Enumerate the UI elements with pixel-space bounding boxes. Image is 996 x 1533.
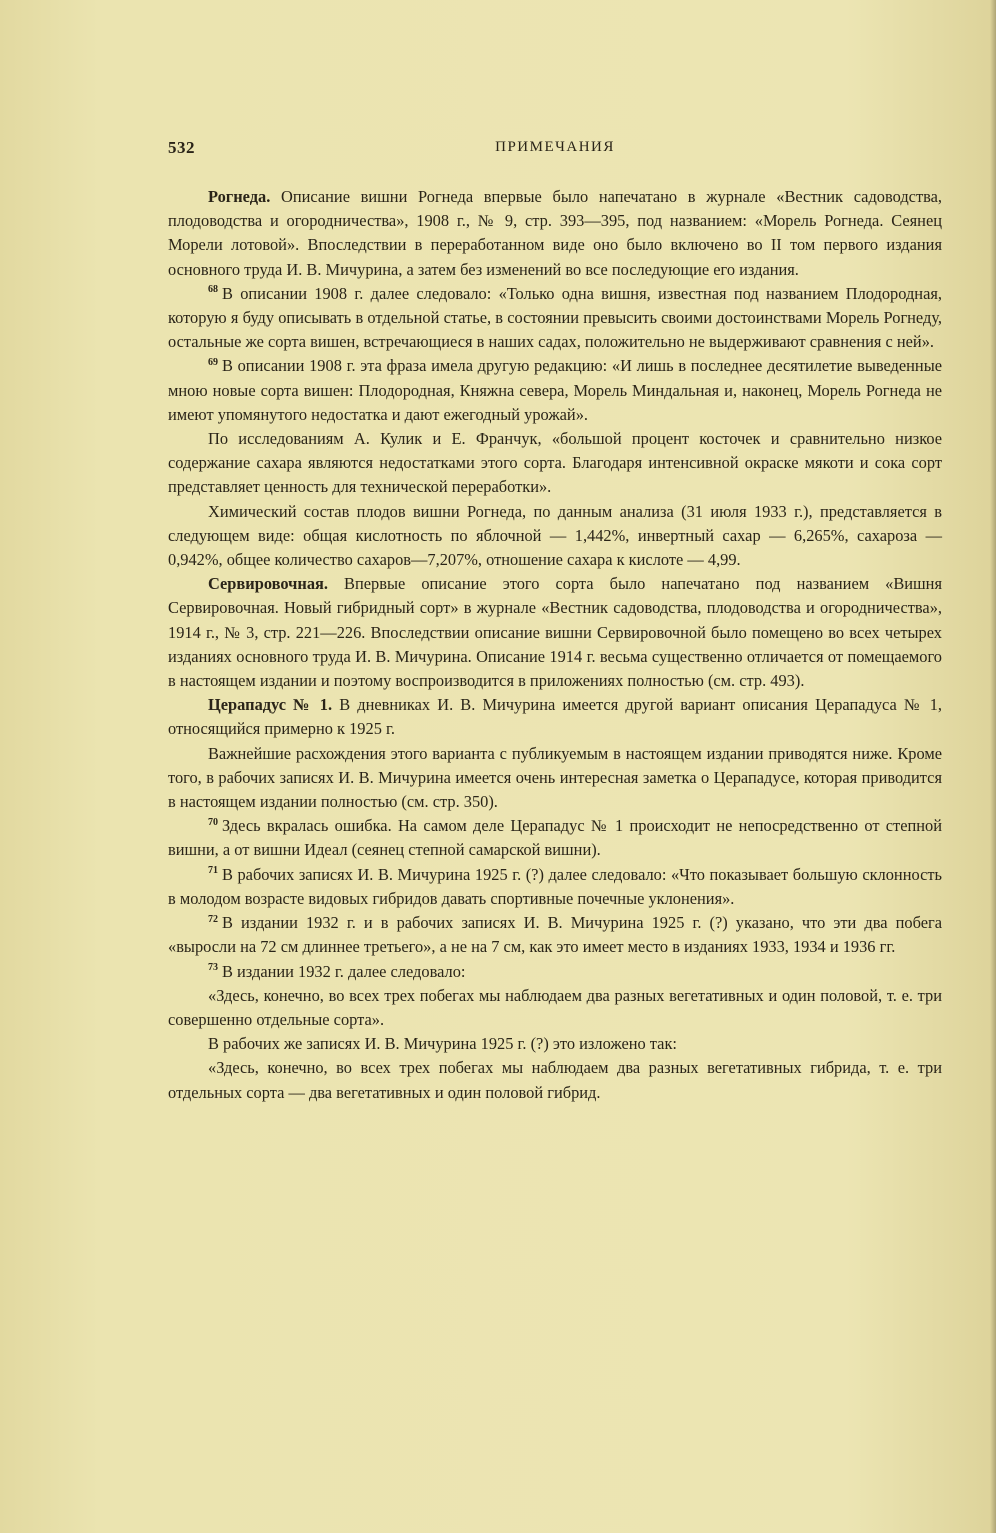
paragraph-text: Описание вишни Рогнеда впервые было напечатано в журнале «Вестник садоводства, плодоводства и огородничества», 1908 г., № 9, стр. 393—395, под названием: «Морель Рогнеда. Сеянец Морели лотовой». Впоследствии в переработанном виде оно было включено во II том первого издания основного труда И. В. Мичурина, а затем без изменений во все последующие его издания. [168,187,942,279]
paragraph-text: По исследованиям А. Кулик и Е. Франчук, «большой процент косточек и сравнительно низкое содержание сахара являются недостатками этого сорта. Благодаря интенсивной окраске мякоти и сока сорт представляет ценность для технической переработки». [168,429,942,497]
paragraph-text: Важнейшие расхождения этого варианта с публикуемым в настоящем издании приводятся ниже. Кроме того, в рабочих записях И. В. Мичурина имеется очень интересная заметка о Церападусе, которая приводится в настоящем издании полностью (см. стр. 350). [168,743,942,812]
paragraph [168,742,942,815]
footnote-marker: 72 [208,913,218,925]
paragraph-text: Здесь вкралась ошибка. На самом деле Церападус № 1 происходит не непосредственно от степной вишни, а от вишни Идеал (сеянец степной самарской вишни). [168,816,942,860]
footnote-marker: 69 [208,356,218,368]
footnote [168,814,942,862]
paragraph-text: В описании 1908 г. далее следовало: «Только одна вишня, известная под названием Плодородная, которую я буду описывать в отдельной статье, в состоянии превысить своими достоинствами Морель Рогнеду, остальные же сорта вишен, встречающиеся в наших садах, положительно не выдерживают сравнения с ней». [168,283,942,352]
paragraph-text: «Здесь, конечно, во всех трех побегах мы наблюдаем два разных вегетативных гибрида, т. е. три отдельных сорта — два вегетативных и один половой гибрид. [168,1058,942,1102]
paragraph-text: В издании 1932 г. и в рабочих записях И. В. Мичурина 1925 г. (?) указано, что эти два побега «выросли на 72 см длиннее третьего», а не на 7 см, как это имеет место в изданиях 1933, 1934 и 1936 гг. [168,913,942,957]
footnote [168,911,942,959]
footnote [168,960,942,984]
paragraph-text: «Здесь, конечно, во всех трех побегах мы наблюдаем два разных вегетативных и один половой, т. е. три совершенно отдельные сорта». [168,985,942,1029]
paragraph-text: В рабочих же записях И. В. Мичурина 1925 г. (?) это изложено так: [208,1034,677,1054]
footnote-marker: 73 [208,962,218,974]
entry-heading: Церападус № 1. [208,695,333,715]
paragraph [168,500,942,573]
entry-heading: Рогнеда. [208,187,271,206]
paragraph [168,1032,942,1056]
page-body [168,185,942,1105]
footnote [168,863,942,911]
footnote [168,354,942,427]
quotation [168,984,942,1032]
paragraph-text: В описании 1908 г. эта фраза имела другую редакцию: «И лишь в последнее десятилетие выведенные мною новые сорта вишен: Плодородная, Княжна севера, Морель Миндальная и, наконец, Морель Рогнеда не имеют упомянутого недостатка и дают ежегодный урожай». [168,356,942,424]
footnote [168,282,942,355]
page-number: 532 [168,138,195,157]
paragraph [168,185,942,282]
footnote-marker: 70 [208,816,218,828]
paragraph [168,693,942,741]
footnote-marker: 68 [208,284,218,296]
paragraph [168,572,942,693]
paragraph-text: Впервые описание этого сорта было напечатано под названием «Вишня Сервировочная. Новый гибридный сорт» в журнале «Вестник садоводства, плодоводства и огородничества», 1914 г., № 3, стр. 221—226. Впоследствии описание вишни Сервировочной было помещено во всех четырех изданиях основного труда И. В. Мичурина. Описание 1914 г. весьма существенно отличается от помещаемого в настоящем издании и поэтому воспроизводится в приложениях полностью (см. стр. 493). [168,574,942,691]
paragraph-text: В издании 1932 г. далее следовало: [222,961,466,981]
paragraph [168,427,942,500]
quotation [168,1056,942,1104]
footnote-marker: 71 [208,865,218,877]
entry-heading: Сервировочная. [208,574,328,594]
running-title: ПРИМЕЧАНИЯ [495,139,615,155]
page-header [168,138,942,168]
paragraph-text: Химический состав плодов вишни Рогнеда, по данным анализа (31 июля 1933 г.), представляется в следующем виде: общая кислотность по яблочной — 1,442%, инвертный сахар — 6,265%, сахароза — 0,942%, общее количество сахаров—7,207%, отношение сахара к кислоте — 4,99. [168,501,942,570]
paragraph-text: В дневниках И. В. Мичурина имеется другой вариант описания Церападуса № 1, относящийся примерно к 1925 г. [168,695,942,739]
paragraph-text: В рабочих записях И. В. Мичурина 1925 г. (?) далее следовало: «Что показывает большую склонность в молодом возрасте видовых гибридов давать спортивные почечные уклонения». [168,864,942,908]
